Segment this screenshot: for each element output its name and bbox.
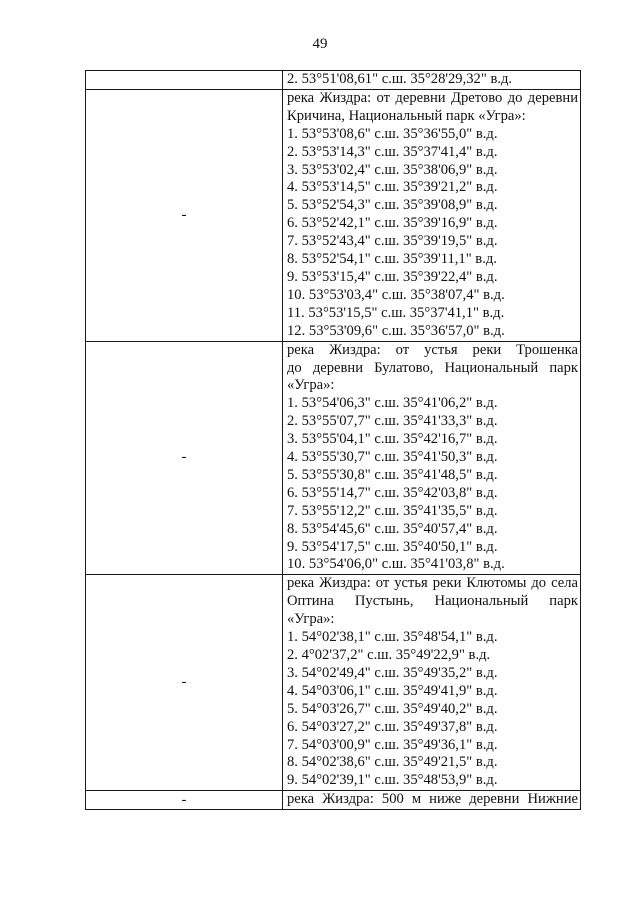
description-line: река Жиздра: от устья реки Трошенка	[287, 341, 578, 358]
coordinate-point: 3. 54°02'49,4" с.ш. 35°49'35,2" в.д.	[287, 664, 498, 681]
coordinate-point: 12. 53°53'09,6" с.ш. 35°36'57,0" в.д.	[287, 322, 505, 339]
coordinate-point: 8. 54°02'38,6" с.ш. 35°49'21,5" в.д.	[287, 754, 498, 771]
row-content-cell	[283, 341, 581, 575]
description-line: река Жиздра: 500 м ниже деревни Нижние	[287, 791, 578, 808]
table-body	[86, 71, 581, 810]
coordinate-point: 2. 53°55'07,7" с.ш. 35°41'33,3" в.д.	[287, 413, 498, 430]
table-row	[86, 791, 581, 810]
coordinate-point: 7. 54°03'00,9" с.ш. 35°49'36,1" в.д.	[287, 736, 498, 753]
coordinate-point: 7. 53°52'43,4" с.ш. 35°39'19,5" в.д.	[287, 233, 498, 250]
table-row	[86, 71, 581, 90]
page-bottom-margin	[0, 838, 640, 905]
row-marker-cell	[86, 71, 283, 90]
row-content-cell	[283, 791, 581, 810]
row-content-cell	[283, 71, 581, 90]
coordinate-point: 4. 54°03'06,1" с.ш. 35°49'41,9" в.д.	[287, 682, 498, 699]
coordinate-point: 3. 53°55'04,1" с.ш. 35°42'16,7" в.д.	[287, 431, 498, 448]
coordinate-point: 4. 53°53'14,5" с.ш. 35°39'21,2" в.д.	[287, 179, 498, 196]
page-number: 49	[312, 36, 328, 52]
description-line: до деревни Булатово, Национальный парк	[287, 359, 578, 376]
coordinate-point: 7. 53°55'12,2" с.ш. 35°41'35,5" в.д.	[287, 502, 498, 519]
coordinates-table	[85, 70, 581, 810]
coordinate-point: 8. 53°52'54,1" с.ш. 35°39'11,1" в.д.	[287, 251, 497, 268]
coordinate-point: 6. 54°03'27,2" с.ш. 35°49'37,8" в.д.	[287, 718, 498, 735]
row-marker-cell	[86, 575, 283, 791]
coordinate-point: 9. 54°02'39,1" с.ш. 35°48'53,9" в.д.	[287, 772, 498, 789]
description-line: река Жиздра: от устья реки Клютомы до села	[287, 575, 578, 592]
row-marker-cell	[86, 89, 283, 341]
coordinate-point: 5. 53°55'30,8" с.ш. 35°41'48,5" в.д.	[287, 466, 498, 483]
row-marker-cell	[86, 791, 283, 810]
coordinate-point: 4. 53°55'30,7" с.ш. 35°41'50,3" в.д.	[287, 449, 498, 466]
coordinate-point: 5. 53°52'54,3" с.ш. 35°39'08,9" в.д.	[287, 197, 498, 214]
coordinate-point: 6. 53°55'14,7" с.ш. 35°42'03,8" в.д.	[287, 484, 498, 501]
coordinate-point: 6. 53°52'42,1" с.ш. 35°39'16,9" в.д.	[287, 215, 498, 232]
description-line: «Угра»:	[287, 611, 335, 628]
coordinate-point: 2. 53°51'08,61" с.ш. 35°28'29,32" в.д.	[287, 71, 513, 87]
row-content-cell	[283, 575, 581, 791]
row-marker: -	[181, 674, 187, 691]
table-row	[86, 341, 581, 575]
coordinate-point: 1. 53°53'08,6" с.ш. 35°36'55,0" в.д.	[287, 125, 498, 142]
coordinate-point: 10. 53°54'06,0" с.ш. 35°41'03,8" в.д.	[287, 556, 505, 573]
coordinate-point: 8. 53°54'45,6" с.ш. 35°40'57,4" в.д.	[287, 520, 498, 537]
coordinate-point: 2. 53°53'14,3" с.ш. 35°37'41,4" в.д.	[287, 143, 498, 160]
coordinate-point: 9. 53°54'17,5" с.ш. 35°40'50,1" в.д.	[287, 538, 498, 555]
row-content-cell	[283, 89, 581, 341]
coordinate-point: 1. 53°54'06,3" с.ш. 35°41'06,2" в.д.	[287, 395, 498, 412]
coordinate-point: 3. 53°53'02,4" с.ш. 35°38'06,9" в.д.	[287, 161, 498, 178]
coordinate-point: 5. 54°03'26,7" с.ш. 35°49'40,2" в.д.	[287, 700, 498, 717]
coordinate-point: 1. 54°02'38,1" с.ш. 35°48'54,1" в.д.	[287, 629, 498, 646]
row-marker-cell	[86, 341, 283, 575]
coordinate-point: 2. 4°02'37,2" с.ш. 35°49'22,9" в.д.	[287, 647, 491, 663]
table-row	[86, 575, 581, 791]
row-marker: -	[181, 206, 187, 223]
row-marker: -	[181, 791, 187, 808]
description-line: река Жиздра: от деревни Дретово до деревни	[287, 89, 578, 106]
coordinate-point: 11. 53°53'15,5" с.ш. 35°37'41,1" в.д.	[287, 304, 505, 321]
coordinate-point: 9. 53°53'15,4" с.ш. 35°39'22,4" в.д.	[287, 268, 498, 285]
description-line: Оптина Пустынь, Национальный парк	[287, 593, 578, 610]
description-line: «Угра»:	[287, 377, 335, 394]
table-row	[86, 89, 581, 341]
description-line: Кричина, Национальный парк «Угра»:	[287, 107, 526, 124]
coordinate-point: 10. 53°53'03,4" с.ш. 35°38'07,4" в.д.	[287, 286, 505, 303]
row-marker: -	[181, 449, 187, 466]
